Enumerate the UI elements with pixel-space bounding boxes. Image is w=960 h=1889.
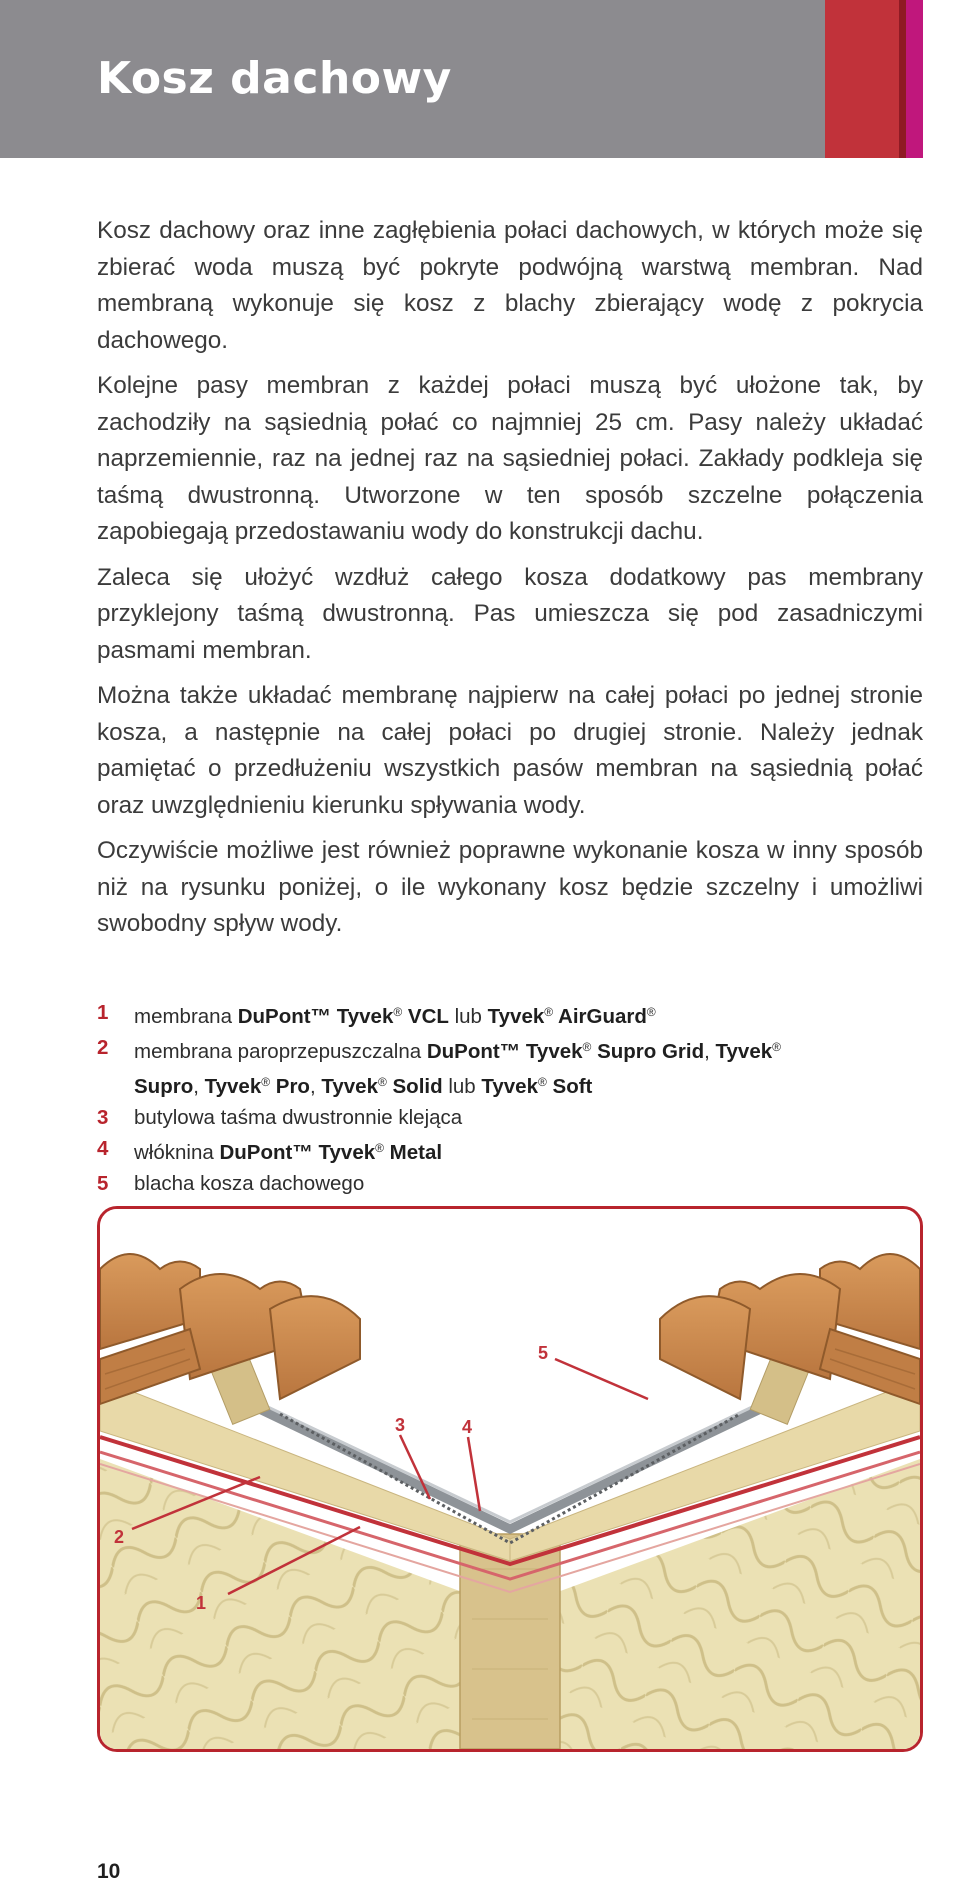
legend-text: , xyxy=(193,1075,205,1098)
legend-number: 1 xyxy=(97,1001,109,1024)
legend-text: membrana paroprzepuszczalna xyxy=(134,1040,427,1063)
body-text xyxy=(97,213,923,952)
legend-bold: Tyvek xyxy=(321,1075,378,1098)
legend-number: 2 xyxy=(97,1036,109,1059)
legend-bold: DuPont™ Tyvek xyxy=(426,1040,583,1063)
legend-bold: VCL xyxy=(402,1005,449,1028)
legend-text: membrana xyxy=(134,1005,238,1028)
callout-2: 2 xyxy=(114,1527,125,1547)
legend-item xyxy=(97,1102,923,1133)
header-accent-red xyxy=(825,0,899,158)
registered-mark: ® xyxy=(261,1075,271,1089)
legend-text: lub xyxy=(448,1005,488,1028)
registered-mark: ® xyxy=(544,1005,554,1019)
legend-bold: Metal xyxy=(383,1141,443,1164)
legend-text: włóknina xyxy=(134,1141,220,1164)
legend-text: butylowa taśma dwustronnie klejąca xyxy=(134,1106,463,1129)
page-number: 10 xyxy=(97,1860,121,1883)
legend-bold: DuPont™ Tyvek xyxy=(237,1005,394,1028)
callout-1: 1 xyxy=(196,1593,207,1613)
paragraph: Można także układać membranę najpierw na całej połaci po jednej stronie kosza, a następnie na całej połaci po drugiej stronie. Należy jednak pamiętać o przedłużeniu wszystkich pasów membran na sąsiednią połać oraz uwzględnieniu kierunku spływania wody. xyxy=(97,682,923,819)
registered-mark: ® xyxy=(375,1141,384,1155)
legend-item xyxy=(97,1133,923,1168)
registered-mark: ® xyxy=(393,1005,403,1019)
legend-bold: DuPont™ Tyvek xyxy=(219,1141,376,1164)
legend-bold: Solid xyxy=(386,1075,443,1098)
legend-bold: Supro Grid xyxy=(591,1040,705,1063)
registered-mark: ® xyxy=(646,1005,656,1019)
header-bar xyxy=(0,0,923,158)
legend-text: lub xyxy=(442,1075,482,1098)
legend-number: 3 xyxy=(97,1106,109,1129)
legend-list xyxy=(97,997,923,1199)
paragraph: Kosz dachowy oraz inne zagłębienia połaci dachowych, w których może się zbierać woda muszą być pokryte podwójną warstwą membran. Nad membraną wykonuje się kosz z blachy zbierający wodę z pokrycia dachowego. xyxy=(97,217,923,354)
valley-rafter xyxy=(460,1534,560,1749)
callout-5: 5 xyxy=(538,1343,549,1363)
paragraph: Kolejne pasy membran z każdej połaci muszą być ułożone tak, by zachodziły na sąsiednią połać co najmniej 25 cm. Pasy należy układać naprzemiennie, raz na jednej raz na sąsiedniej połaci. Zakłady podkleja się taśmą dwustronną. Utworzone w ten sposób szczelne połączenia zapobiegają przedostawaniu wody do konstrukcji dachu. xyxy=(97,372,923,545)
callout-3: 3 xyxy=(395,1415,406,1435)
legend-bold: Tyvek xyxy=(487,1005,545,1028)
paragraph: Zaleca się ułożyć wzdłuż całego kosza dodatkowy pas membrany przyklejony taśmą dwustronną. Pas umieszcza się pod zasadniczymi pasmami membran. xyxy=(97,563,923,664)
legend-bold: Soft xyxy=(546,1075,593,1098)
legend-bold: Tyvek xyxy=(481,1075,538,1098)
registered-mark: ® xyxy=(377,1075,387,1089)
registered-mark: ® xyxy=(537,1075,547,1089)
callout-4: 4 xyxy=(462,1417,473,1437)
registered-mark: ® xyxy=(582,1040,592,1054)
legend-text: , xyxy=(309,1075,322,1098)
legend-bold: Supro xyxy=(134,1075,194,1098)
legend-bold: AirGuard xyxy=(553,1005,647,1028)
page-title: Kosz dachowy xyxy=(97,53,452,104)
legend-text: blacha kosza dachowego xyxy=(134,1172,365,1195)
legend-item xyxy=(97,1168,923,1199)
legend-bold: Pro xyxy=(270,1075,310,1098)
header-accent-dark xyxy=(899,0,906,158)
registered-mark: ® xyxy=(772,1040,781,1054)
header-accent-magenta xyxy=(906,0,923,158)
legend-bold: Tyvek xyxy=(204,1075,262,1098)
legend-item xyxy=(97,1032,923,1102)
legend-number: 5 xyxy=(97,1172,109,1195)
roof-valley-drawing xyxy=(100,1209,920,1749)
legend-item xyxy=(97,997,923,1032)
legend-bold: Tyvek xyxy=(715,1040,773,1063)
legend-text: , xyxy=(704,1040,716,1063)
paragraph: Oczywiście możliwe jest również poprawne wykonanie kosza w inny sposób niż na rysunku poniżej, o ile wykonany kosz będzie szczelny i umożliwi swobodny spływ wody. xyxy=(97,837,923,937)
roof-valley-illustration xyxy=(97,1206,923,1752)
legend-number: 4 xyxy=(97,1137,109,1160)
